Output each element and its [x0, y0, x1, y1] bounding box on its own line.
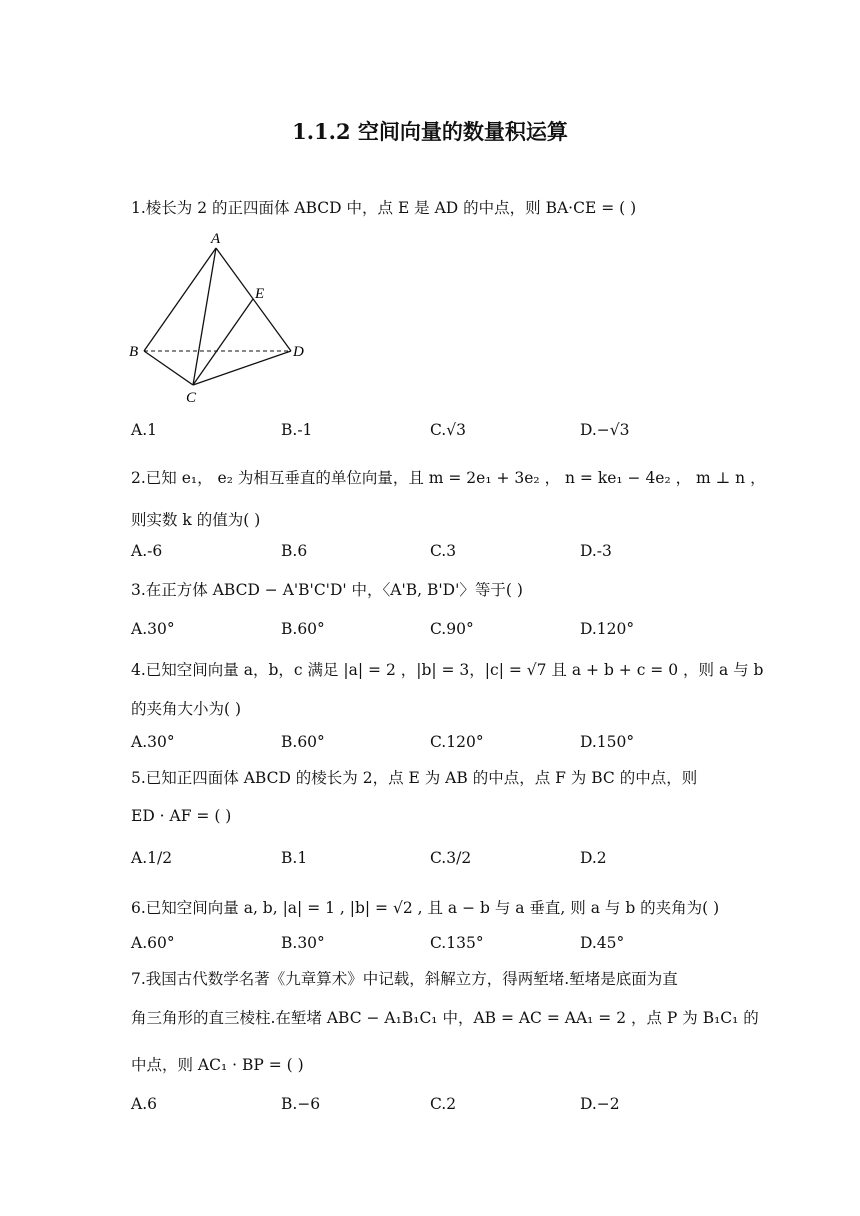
q4-stem-line1: 4.已知空间向量 a，b，c 满足 |a| = 2 ，|b| = 3，|c| = √7 且 a + b + c = 0 ，则 a 与 b: [131, 661, 764, 679]
q1-option-b[interactable]: B.-1: [281, 421, 313, 439]
q5-stem-line2: ED · AF = ( ): [131, 807, 232, 825]
q7-option-b[interactable]: B.−6: [281, 1095, 321, 1113]
q3-option-a[interactable]: A.30°: [131, 620, 175, 638]
q7-stem-line1: 7.我国古代数学名著《九章算术》中记载，斜解立方，得两堑堵.堑堵是底面为直: [131, 970, 678, 988]
vertex-label-c: C: [186, 390, 197, 406]
q1-stem: 1.棱长为 2 的正四面体 ABCD 中，点 E 是 AD 的中点，则 BA·CE = ( ): [131, 199, 637, 217]
q3-option-b[interactable]: B.60°: [281, 620, 325, 638]
q6-stem: 6.已知空间向量 a, b, |a| = 1 , |b| = √2 , 且 a − b 与 a 垂直, 则 a 与 b 的夹角为( ): [131, 899, 720, 917]
edge-ac: [193, 248, 216, 385]
q5-option-a[interactable]: A.1/2: [131, 849, 173, 867]
q4-option-b[interactable]: B.60°: [281, 733, 325, 751]
tetrahedron-figure: [125, 228, 325, 408]
q2-option-c[interactable]: C.3: [430, 542, 457, 560]
q3-option-c[interactable]: C.90°: [430, 620, 474, 638]
q5-option-b[interactable]: B.1: [281, 849, 308, 867]
q4-option-d[interactable]: D.150°: [580, 733, 635, 751]
q4-stem-line2: 的夹角大小为( ): [131, 700, 242, 718]
q2-option-d[interactable]: D.-3: [580, 542, 612, 560]
q7-stem-line3: 中点，则 AC₁ · BP = ( ): [131, 1056, 304, 1074]
q6-option-a[interactable]: A.60°: [131, 934, 175, 952]
q1-option-d[interactable]: D.−√3: [580, 421, 630, 439]
q4-option-c[interactable]: C.120°: [430, 733, 484, 751]
edge-ab: [144, 248, 216, 351]
q2-option-a[interactable]: A.-6: [131, 542, 163, 560]
edge-cd: [193, 351, 291, 385]
q7-option-a[interactable]: A.6: [131, 1095, 157, 1113]
q1-option-c[interactable]: C.√3: [430, 421, 466, 439]
q4-option-a[interactable]: A.30°: [131, 733, 175, 751]
q7-option-d[interactable]: D.−2: [580, 1095, 620, 1113]
segment-ce: [193, 299, 253, 385]
q2-option-b[interactable]: B.6: [281, 542, 308, 560]
vertex-label-b: B: [129, 344, 139, 360]
q5-option-c[interactable]: C.3/2: [430, 849, 472, 867]
vertex-label-e: E: [255, 286, 265, 302]
page-title: 1.1.2 空间向量的数量积运算: [292, 119, 568, 144]
q6-option-c[interactable]: C.135°: [430, 934, 484, 952]
q1-option-a[interactable]: A.1: [131, 421, 157, 439]
edge-bc: [144, 351, 193, 385]
vertex-label-d: D: [293, 344, 304, 360]
q2-stem-line2: 则实数 k 的值为( ): [131, 511, 261, 529]
q7-stem-line2: 角三角形的直三棱柱.在堑堵 ABC − A₁B₁C₁ 中，AB = AC = AA₁ = 2 ，点 P 为 B₁C₁ 的: [131, 1009, 759, 1027]
q3-option-d[interactable]: D.120°: [580, 620, 635, 638]
q5-stem-line1: 5.已知正四面体 ABCD 的棱长为 2，点 E 为 AB 的中点，点 F 为 BC 的中点，则: [131, 769, 698, 787]
vertex-label-a: A: [211, 231, 221, 247]
q3-stem: 3.在正方体 ABCD − A'B'C'D' 中，〈A'B, B'D'〉等于( ): [131, 581, 523, 599]
q5-option-d[interactable]: D.2: [580, 849, 607, 867]
q7-option-c[interactable]: C.2: [430, 1095, 457, 1113]
q6-option-b[interactable]: B.30°: [281, 934, 325, 952]
q2-stem-line1: 2.已知 e₁， e₂ 为相互垂直的单位向量，且 m = 2e₁ + 3e₂ ， n = ke₁ − 4e₂ ， m ⊥ n ，: [131, 469, 766, 487]
q6-option-d[interactable]: D.45°: [580, 934, 625, 952]
